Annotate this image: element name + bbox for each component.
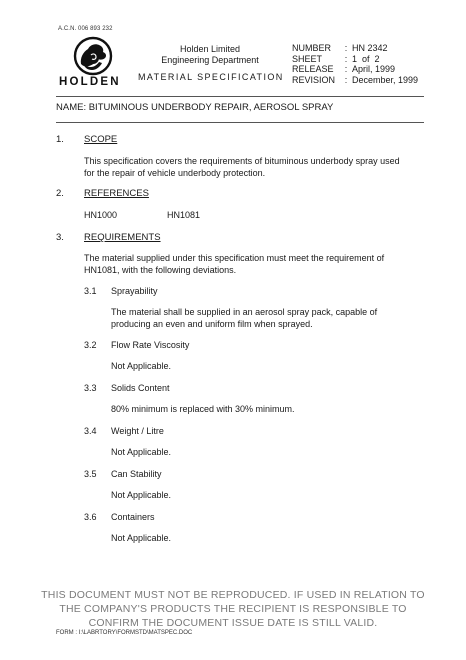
subsection-title: Sprayability [111, 286, 158, 296]
company-block [150, 44, 270, 66]
text-line: This specification covers the requirements of bituminous underbody spray used [84, 156, 400, 166]
section-number: 1. [56, 134, 64, 145]
subsection-body: Not Applicable. [111, 447, 172, 457]
meta-release [292, 64, 418, 75]
subsection-title: Solids Content [111, 383, 170, 393]
section-number: 2. [56, 188, 64, 199]
meta-sep: : [344, 43, 348, 53]
department-name: Engineering Department [161, 55, 259, 65]
subsection-title: Weight / Litre [111, 426, 164, 436]
reproduction-notice [40, 588, 426, 630]
meta-sep: : [344, 74, 348, 85]
subsection-title: Can Stability [111, 469, 162, 479]
notice-line: CONFIRM THE DOCUMENT ISSUE DATE IS STILL VALID. [88, 617, 378, 629]
section-number: 3. [56, 232, 64, 243]
subsection-body: Not Applicable. [111, 490, 172, 500]
text-line: HN1081, with the following deviations. [84, 264, 237, 275]
notice-line: THE COMPANY'S PRODUCTS THE RECIPIENT IS RESPONSIBLE TO [59, 603, 407, 615]
meta-value: December, 1999 [352, 74, 419, 85]
meta-sep: : [344, 64, 348, 74]
text-line: producing an even and uniform film when sprayed. [111, 318, 313, 329]
subsection-body: 80% minimum is replaced with 30% minimum. [111, 404, 295, 414]
subsection-title: Flow Rate Viscosity [111, 340, 190, 350]
section-title-requirements: REQUIREMENTS [84, 232, 161, 243]
section-title-scope: SCOPE [84, 134, 118, 145]
meta-value: 1 of 2 [352, 53, 380, 64]
subsection-number: 3.4 [84, 426, 97, 436]
subsection-number: 3.1 [84, 286, 97, 296]
document-name: NAME: BITUMINOUS UNDERBODY REPAIR, AEROSOL SPRAY [56, 102, 334, 113]
subsection-number: 3.3 [84, 383, 97, 393]
text-line: The material supplied under this specification must meet the requirement of [84, 253, 385, 263]
subsection-number: 3.5 [84, 469, 97, 479]
meta-revision [292, 75, 418, 86]
form-path: FORM : I:\LABRTORY\FORMSTD\MATSPEC.DOC [56, 630, 193, 636]
text-line: The material shall be supplied in an aerosol spray pack, capable of [111, 307, 378, 317]
subsection-body [111, 307, 377, 330]
meta-key: NUMBER [292, 43, 332, 53]
meta-key: SHEET [292, 53, 323, 64]
acn-number: A.C.N. 006 893 232 [58, 26, 113, 32]
name-divider [56, 122, 424, 123]
subsection-body: Not Applicable. [111, 533, 172, 543]
document-meta [292, 43, 418, 85]
subsection-body: Not Applicable. [111, 361, 172, 371]
meta-value: April, 1999 [352, 64, 396, 74]
header-divider [56, 96, 424, 97]
meta-sheet [292, 54, 418, 65]
subsection-number: 3.2 [84, 340, 97, 350]
meta-value: HN 2342 [352, 43, 388, 53]
holden-wordmark: HOLDEN [59, 76, 121, 88]
company-name: Holden Limited [179, 44, 241, 54]
subsection-title: Containers [111, 512, 155, 522]
subsection-number: 3.6 [84, 512, 97, 522]
meta-sep: : [344, 53, 348, 64]
document-type: MATERIAL SPECIFICATION [138, 72, 284, 82]
meta-number [292, 43, 418, 54]
section-title-references: REFERENCES [84, 188, 149, 199]
requirements-intro [84, 253, 384, 276]
text-line: for the repair of vehicle underbody protection. [84, 167, 266, 178]
scope-text [84, 156, 400, 179]
reference-item: HN1081 [167, 210, 201, 220]
reference-item: HN1000 [84, 210, 118, 220]
meta-key: RELEASE [292, 64, 334, 74]
notice-line: THIS DOCUMENT MUST NOT BE REPRODUCED. IF USED IN RELATION TO [41, 589, 425, 601]
meta-key: REVISION [292, 74, 336, 85]
